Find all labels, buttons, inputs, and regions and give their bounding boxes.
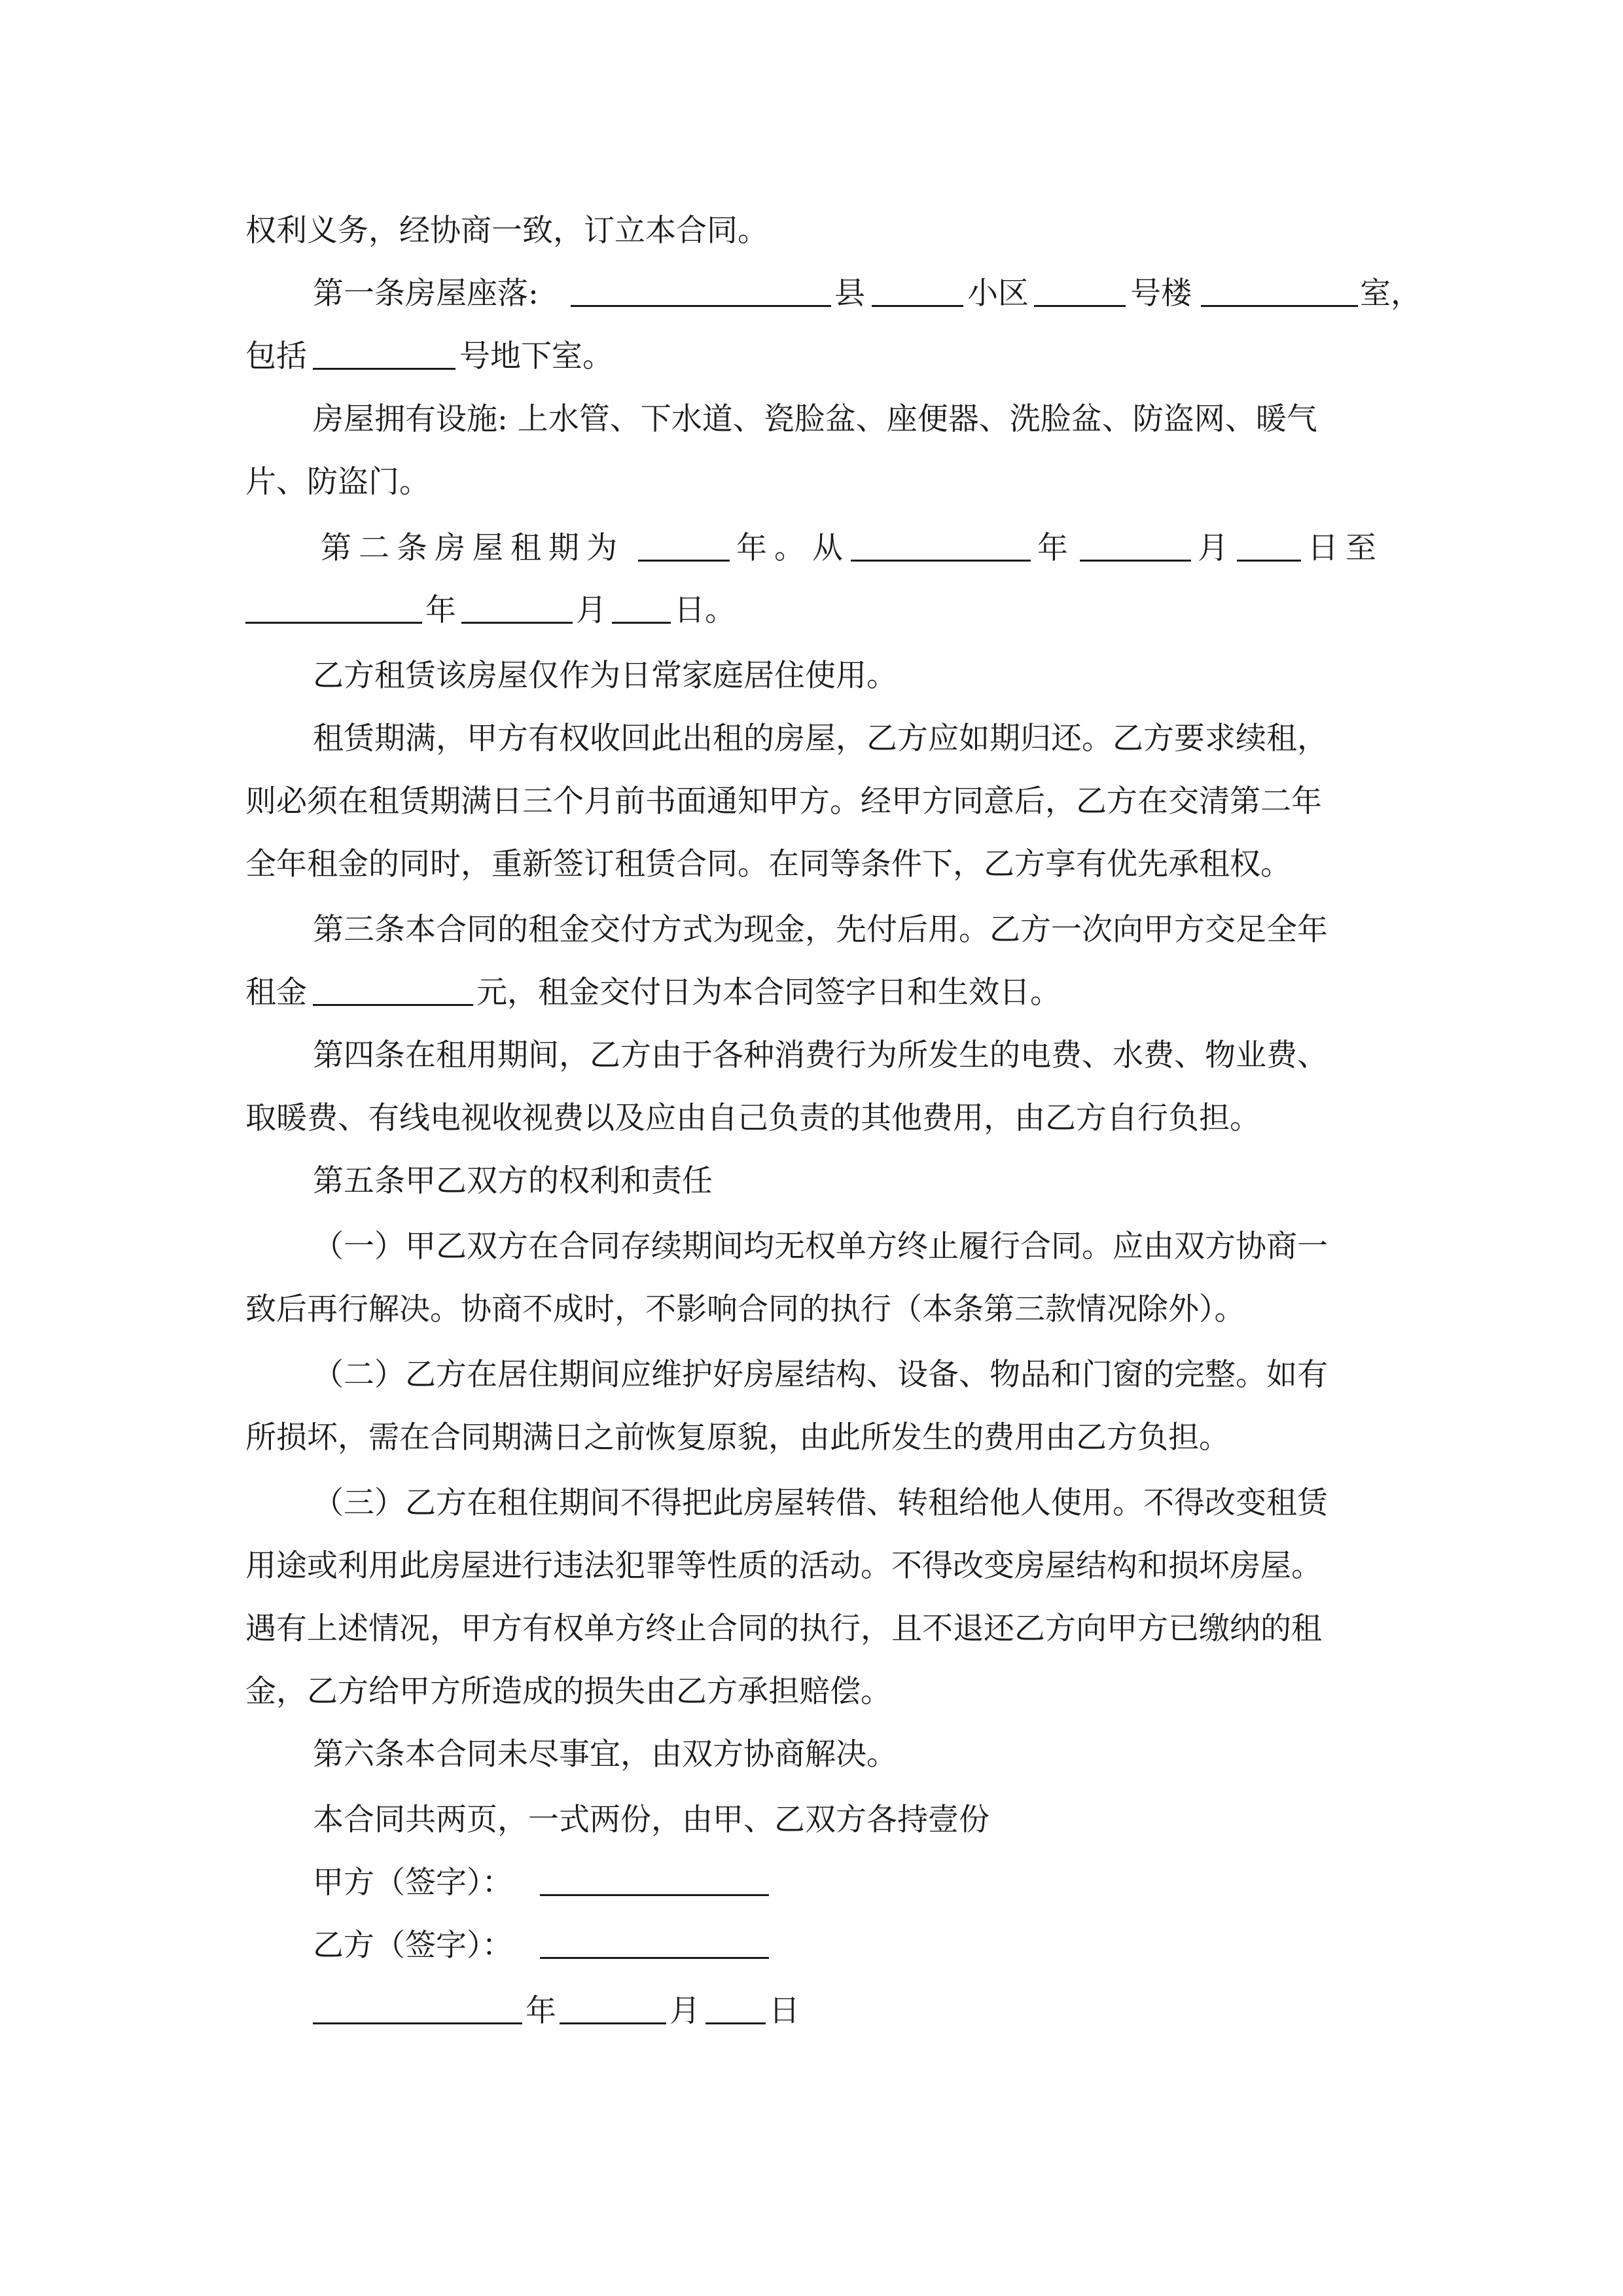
text: 小区 <box>967 276 1029 312</box>
blank-signature-b <box>540 1957 769 1959</box>
text-line-12 <box>0 908 1623 952</box>
text-line-16 <box>0 1160 1623 1203</box>
text: 则必须在租赁期满日三个月前书面通知甲方。经甲方同意后，乙方在交清第二年 <box>245 783 1322 819</box>
text: 元，租金交付日为本合同签字日和生效日。 <box>476 975 1061 1011</box>
text: 日 <box>769 1993 800 2029</box>
text-line-13 <box>0 971 1623 1014</box>
text: 第三条本合同的租金交付方式为现金，先付后用。乙方一次向甲方交足全年 <box>313 912 1328 948</box>
text: 第二条房屋租期为 <box>321 530 624 566</box>
text: 县 <box>834 276 865 312</box>
text-line-26 <box>0 1799 1623 1842</box>
text: 年。从 <box>736 530 850 566</box>
text-line-21 <box>0 1482 1623 1525</box>
text-line-19 <box>0 1354 1623 1397</box>
text: 所损坏，需在合同期满日之前恢复原貌，由此所发生的费用由乙方负担。 <box>245 1420 1230 1456</box>
text-line-17 <box>0 1225 1623 1268</box>
text: 致后再行解决。协商不成时，不影响合同的执行（本条第三款情况除外）。 <box>245 1291 1245 1327</box>
text-line-2 <box>0 272 1623 315</box>
text: 日至 <box>1308 530 1383 566</box>
text: 乙方租赁该房屋仅作为日常家庭居住使用。 <box>313 658 897 694</box>
blank-start-year <box>851 560 1031 562</box>
text-line-7 <box>0 589 1623 632</box>
text: 室， <box>1360 276 1421 312</box>
text-line-5 <box>0 461 1623 504</box>
text-line-14 <box>0 1034 1623 1077</box>
blank-end-day <box>612 622 671 624</box>
text-line-4 <box>0 398 1623 441</box>
blank-sign-day <box>705 2022 766 2024</box>
blank-sign-year <box>313 2022 522 2024</box>
signature-party-b <box>0 1924 1623 1967</box>
text: 遇有上述情况，甲方有权单方终止合同的执行，且不退还乙方向甲方已缴纳的租 <box>245 1611 1322 1647</box>
text-line-18 <box>0 1288 1623 1331</box>
text: 月 <box>576 592 607 628</box>
blank-basement <box>313 368 455 370</box>
text: （三）乙方在租住期间不得把此房屋转借、转租给他人使用。不得改变租赁 <box>313 1485 1328 1521</box>
blank-address <box>571 305 831 307</box>
blank-start-day <box>1237 560 1301 562</box>
blank-end-year <box>245 622 422 624</box>
text: 月 <box>669 1993 700 2029</box>
text: 包括 <box>245 338 307 374</box>
blank-sign-month <box>560 2022 666 2024</box>
blank-rent-amount <box>313 1004 473 1006</box>
text-line-24 <box>0 1670 1623 1713</box>
text-line-8 <box>0 655 1623 698</box>
text-line-25 <box>0 1733 1623 1776</box>
text: 号楼 <box>1130 276 1192 312</box>
blank-room <box>1201 305 1358 307</box>
blank-building <box>1034 305 1126 307</box>
text: 年 <box>526 1993 556 2029</box>
blank-end-month <box>461 622 573 624</box>
text-line-15 <box>0 1097 1623 1140</box>
text: 第一条房屋座落: <box>313 276 539 312</box>
text: 租金 <box>245 975 307 1011</box>
text: 房屋拥有设施: 上水管、下水道、瓷脸盆、座便器、洗脸盆、防盗网、暖气 <box>313 401 1317 437</box>
text: 第五条甲乙双方的权利和责任 <box>313 1163 713 1199</box>
blank-years <box>638 560 730 562</box>
text: 乙方（签字）： <box>313 1928 513 1964</box>
text-line-22 <box>0 1545 1623 1588</box>
text-line-10 <box>0 780 1623 823</box>
text: 号地下室。 <box>459 338 613 374</box>
text-line-6 <box>0 527 1623 570</box>
text: （二）乙方在居住期间应维护好房屋结构、设备、物品和门窗的完整。如有 <box>313 1357 1328 1393</box>
text: 权利义务，经协商一致，订立本合同。 <box>245 213 768 249</box>
text: 取暖费、有线电视收视费以及应由自己负责的其他费用，由乙方自行负担。 <box>245 1100 1260 1136</box>
blank-community <box>872 305 963 307</box>
text: 日。 <box>674 592 736 628</box>
text-line-11 <box>0 843 1623 886</box>
text: 年 <box>1037 530 1068 566</box>
text: 金，乙方给甲方所造成的损失由乙方承担赔偿。 <box>245 1674 891 1710</box>
text-line-23 <box>0 1607 1623 1651</box>
text: 第六条本合同未尽事宜，由双方协商解决。 <box>313 1736 897 1772</box>
text-line-3 <box>0 335 1623 378</box>
text: 全年租金的同时，重新签订租赁合同。在同等条件下，乙方享有优先承租权。 <box>245 846 1291 882</box>
blank-signature-a <box>540 1894 769 1896</box>
text: 用途或利用此房屋进行违法犯罪等性质的活动。不得改变房屋结构和损坏房屋。 <box>245 1548 1322 1584</box>
text: 年 <box>425 592 456 628</box>
text: 片、防盗门。 <box>245 464 430 500</box>
text-line-20 <box>0 1416 1623 1460</box>
text: 本合同共两页，一式两份，由甲、乙双方各持壹份 <box>313 1802 990 1838</box>
text-line-1 <box>0 209 1623 253</box>
text: 月 <box>1198 530 1228 566</box>
signature-party-a <box>0 1861 1623 1905</box>
text: （一）甲乙双方在合同存续期间均无权单方终止履行合同。应由双方协商一 <box>313 1229 1328 1265</box>
text-line-9 <box>0 717 1623 761</box>
text: 甲方（签字）： <box>313 1865 513 1901</box>
text: 租赁期满，甲方有权收回此出租的房屋，乙方应如期归还。乙方要求续租， <box>313 721 1328 757</box>
blank-start-month <box>1080 560 1191 562</box>
signing-date <box>0 1990 1623 2033</box>
text: 第四条在租用期间，乙方由于各种消费行为所发生的电费、水费、物业费、 <box>313 1037 1328 1073</box>
